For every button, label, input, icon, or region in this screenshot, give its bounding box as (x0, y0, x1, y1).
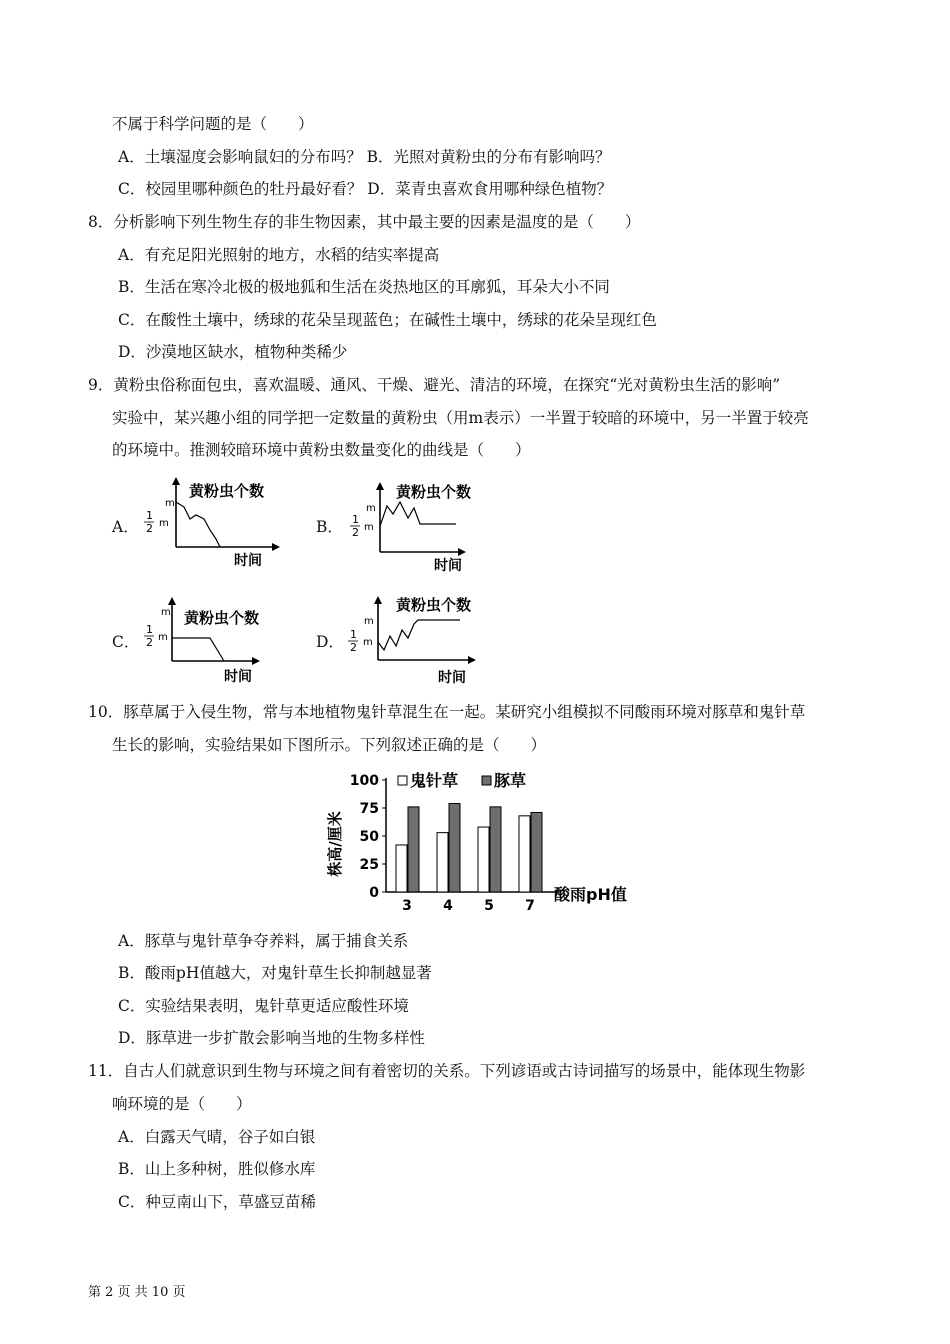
q11-option-c: C．种豆南山下，草盛豆苗稀 (118, 1193, 316, 1211)
q7-options-ab: A．土壤湿度会影响鼠妇的分布吗？ B．光照对黄粉虫的分布有影响吗？ (118, 148, 611, 166)
svg-text:m: m (363, 637, 373, 648)
graph-c-xlabel: 时间 (224, 669, 252, 685)
bar-豚草-3 (408, 807, 419, 892)
svg-text:m: m (366, 503, 376, 514)
q10-option-a: A．豚草与鬼针草争夺养料，属于捕食关系 (118, 932, 409, 950)
bar-鬼针草-7 (519, 816, 530, 892)
q9-stem-line3: 的环境中。推测较暗环境中黄粉虫数量变化的曲线是（ ） (112, 441, 531, 459)
graph-b-title: 黄粉虫个数 (396, 483, 472, 501)
y-tick-label: 0 (369, 885, 379, 901)
q11-option-b: B．山上多种树，胜似修水库 (118, 1160, 316, 1178)
q9-option-a-label: A． (112, 518, 139, 536)
legend-tuncao: 豚草 (494, 771, 527, 790)
legend-guizhencao: 鬼针草 (410, 771, 459, 790)
q9-graph-c (134, 593, 284, 692)
q8-option-a: A．有充足阳光照射的地方，水稻的结实率提高 (118, 246, 440, 264)
q11-stem-line1: 11．自古人们就意识到生物与环境之间有着密切的关系。下列谚语或古诗词描写的场景中，能体现生物影 (88, 1062, 806, 1080)
svg-text:1: 1 (350, 628, 357, 641)
q8-stem: 8．分析影响下列生物生存的非生物因素，其中最主要的因素是温度的是（ ） (88, 213, 641, 231)
q9-graph-b (338, 478, 488, 582)
bar-鬼针草-4 (437, 833, 448, 892)
svg-text:2: 2 (350, 641, 357, 654)
q9-option-b-label: B． (316, 518, 343, 536)
svg-text:1: 1 (146, 509, 153, 522)
acid-rain-bar-chart (322, 766, 662, 920)
q10-option-c: C．实验结果表明，鬼针草更适应酸性环境 (118, 997, 409, 1015)
q11-stem-line2: 响环境的是（ ） (112, 1095, 252, 1113)
svg-text:m: m (159, 518, 169, 529)
q9-stem-line2: 实验中，某兴趣小组的同学把一定数量的黄粉虫（用m表示）一半置于较暗的环境中，另一半置于较亮 (112, 409, 809, 427)
svg-text:m: m (158, 632, 168, 643)
x-tick-label: 7 (525, 898, 535, 914)
svg-text:1: 1 (352, 513, 359, 526)
q7-stem-continuation: 不属于科学问题的是（ ） (112, 115, 314, 133)
graph-a-title: 黄粉虫个数 (189, 482, 265, 500)
q10-option-b: B．酸雨pH值越大，对鬼针草生长抑制越显著 (118, 964, 432, 982)
svg-text:m: m (364, 522, 374, 533)
x-tick-label: 5 (484, 898, 494, 914)
bar-鬼针草-5 (478, 827, 489, 892)
bar-鬼针草-3 (396, 845, 407, 892)
q8-option-d: D．沙漠地区缺水，植物种类稀少 (118, 343, 348, 361)
svg-text:2: 2 (146, 522, 153, 535)
q9-graph-a (134, 475, 284, 579)
bar-豚草-7 (531, 812, 542, 892)
svg-text:1: 1 (146, 623, 153, 636)
q9-stem-line1: 9．黄粉虫俗称面包虫，喜欢温暖、通风、干燥、避光、清洁的环境，在探究“光对黄粉虫生活的影响” (88, 376, 781, 394)
bar-豚草-4 (449, 804, 460, 892)
page-footer: 第 2 页 共 10 页 (88, 1285, 186, 1300)
bar-豚草-5 (490, 807, 501, 892)
q10-stem-line1: 10．豚草属于入侵生物，常与本地植物鬼针草混生在一起。某研究小组模拟不同酸雨环境对豚草和鬼针草 (88, 703, 806, 721)
y-tick-label: 100 (349, 773, 379, 789)
q8-option-b: B．生活在寒冷北极的极地狐和生活在炎热地区的耳廓狐，耳朵大小不同 (118, 278, 610, 296)
x-tick-label: 3 (402, 898, 412, 914)
svg-text:m: m (364, 616, 374, 627)
q8-option-c: C．在酸性土壤中，绣球的花朵呈现蓝色；在碱性土壤中，绣球的花朵呈现红色 (118, 311, 657, 329)
graph-a-tick-m: m (165, 498, 175, 509)
chart-xlabel: 酸雨pH值 (554, 885, 627, 904)
graph-a-xlabel: 时间 (234, 553, 262, 569)
chart-ylabel: 株高/厘米 (326, 811, 344, 877)
q9-option-d-label: D． (316, 633, 344, 651)
q7-options-cd: C．校园里哪种颜色的牡丹最好看？ D．菜青虫喜欢食用哪种绿色植物？ (118, 180, 613, 198)
y-tick-label: 75 (359, 801, 379, 817)
legend-swatch-guizhencao (398, 776, 407, 785)
svg-text:m: m (161, 607, 171, 618)
q9-option-c-label: C． (112, 633, 140, 651)
graph-d-title: 黄粉虫个数 (396, 596, 472, 614)
svg-text:2: 2 (146, 636, 153, 649)
x-tick-label: 4 (443, 898, 453, 914)
graph-b-xlabel: 时间 (434, 558, 462, 574)
y-tick-label: 50 (359, 829, 379, 845)
y-tick-label: 25 (359, 857, 379, 873)
graph-d-xlabel: 时间 (438, 670, 466, 686)
svg-text:2: 2 (352, 526, 359, 539)
q11-option-a: A．白露天气晴，谷子如白银 (118, 1128, 316, 1146)
graph-c-title: 黄粉虫个数 (184, 609, 260, 627)
q10-option-d: D．豚草进一步扩散会影响当地的生物多样性 (118, 1029, 425, 1047)
q9-graph-d (338, 590, 498, 694)
q10-stem-line2: 生长的影响，实验结果如下图所示。下列叙述正确的是（ ） (112, 736, 547, 754)
legend-swatch-tuncao (482, 776, 491, 785)
